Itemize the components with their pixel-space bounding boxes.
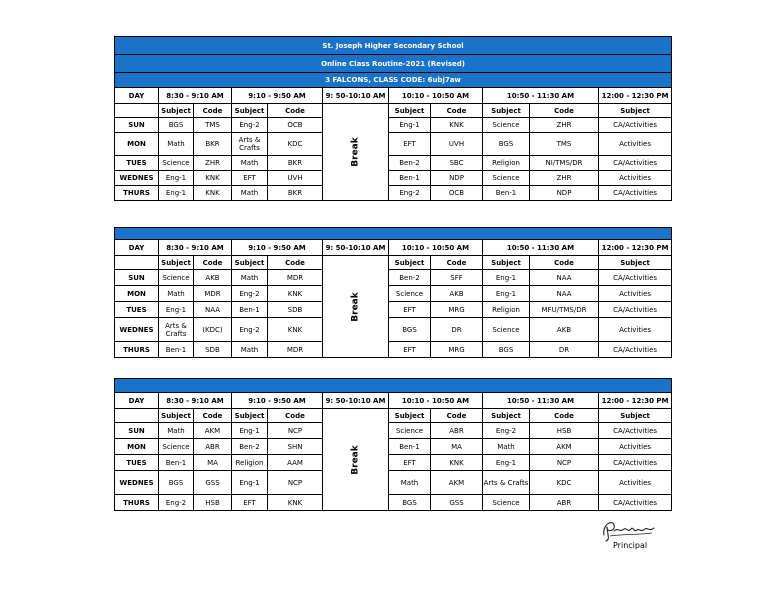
class-code-line: 3 FALCONS, CLASS CODE: 6ubj7aw	[115, 73, 672, 88]
subject-header: Subject	[389, 104, 431, 118]
section-banner	[115, 379, 672, 393]
subject-header: Subject	[483, 409, 530, 423]
blank-cell	[115, 256, 159, 270]
code-header: Code	[268, 409, 323, 423]
code-cell: MA	[194, 455, 232, 471]
code-cell: ZHR	[530, 118, 599, 133]
principal-label: Principal	[613, 541, 648, 550]
break-cell	[323, 256, 389, 358]
code-cell: SDB	[268, 302, 323, 318]
subject-cell: Math	[232, 156, 268, 171]
subject-cell: Eng-1	[232, 471, 268, 495]
subject-cell: Math	[232, 270, 268, 286]
day-cell: THURS	[115, 342, 159, 358]
blank-cell	[115, 409, 159, 423]
code-cell: NAA	[530, 286, 599, 302]
table-row	[115, 318, 672, 342]
subject-cell: Science	[159, 270, 194, 286]
subject-cell: Eng-2	[232, 318, 268, 342]
day-cell: THURS	[115, 495, 159, 511]
code-cell: NDP	[530, 186, 599, 201]
code-cell: (KDC)	[194, 318, 232, 342]
slot-header-1: 8:30 - 9:10 AM	[159, 240, 232, 256]
code-cell: MRG	[431, 342, 483, 358]
slot-header-1: 8:30 - 9:10 AM	[159, 393, 232, 409]
code-cell: UVH	[431, 133, 483, 156]
subject-header: Subject	[599, 256, 672, 270]
code-header: Code	[530, 409, 599, 423]
subject-cell: Religion	[483, 302, 530, 318]
code-cell: AKM	[530, 439, 599, 455]
day-cell: TUES	[115, 156, 159, 171]
code-cell: NCP	[268, 471, 323, 495]
slot-header-4: 10:50 - 11:30 AM	[483, 393, 599, 409]
subject-cell: Ben-2	[232, 439, 268, 455]
code-header: Code	[268, 104, 323, 118]
code-cell: KNK	[431, 118, 483, 133]
day-cell: TUES	[115, 455, 159, 471]
activity-cell: CA/Activities	[599, 342, 672, 358]
subject-cell: Science	[389, 423, 431, 439]
slot-header-4: 10:50 - 11:30 AM	[483, 240, 599, 256]
activity-cell: CA/Activities	[599, 186, 672, 201]
subject-cell: Math	[232, 342, 268, 358]
code-header: Code	[431, 409, 483, 423]
subject-cell: Science	[483, 118, 530, 133]
table-row	[115, 439, 672, 455]
day-header: DAY	[115, 393, 159, 409]
code-cell: GSS	[194, 471, 232, 495]
day-cell: WEDNES	[115, 318, 159, 342]
table-row	[115, 186, 672, 201]
subject-header: Subject	[599, 104, 672, 118]
subject-header: Subject	[232, 104, 268, 118]
code-cell: AKM	[431, 471, 483, 495]
subject-cell: Ben-1	[389, 171, 431, 186]
code-cell: MDR	[194, 286, 232, 302]
table-row	[115, 133, 672, 156]
slot-header-2: 9:10 - 9:50 AM	[232, 393, 323, 409]
subject-cell: BGS	[483, 133, 530, 156]
activity-cell: Activities	[599, 133, 672, 156]
subject-cell: Eng-1	[389, 118, 431, 133]
code-cell: NDP	[431, 171, 483, 186]
subject-header: Subject	[159, 104, 194, 118]
subject-header: Subject	[599, 409, 672, 423]
activity-cell: CA/Activities	[599, 302, 672, 318]
code-cell: KNK	[268, 286, 323, 302]
code-cell: MFU/TMS/DR	[530, 302, 599, 318]
code-cell: KNK	[194, 171, 232, 186]
subject-cell: Ben-1	[232, 302, 268, 318]
table-row	[115, 495, 672, 511]
subject-header: Subject	[232, 409, 268, 423]
code-cell: NAA	[530, 270, 599, 286]
subject-cell: Ben-1	[483, 186, 530, 201]
slot-header-5: 12:00 - 12:30 PM	[599, 240, 672, 256]
code-header: Code	[431, 256, 483, 270]
activity-cell: CA/Activities	[599, 270, 672, 286]
code-cell: KNK	[268, 495, 323, 511]
subject-cell: Ben-1	[389, 439, 431, 455]
subject-cell: Religion	[483, 156, 530, 171]
subject-cell: Science	[389, 286, 431, 302]
subject-cell: Ben-1	[159, 342, 194, 358]
subject-cell: Arts & Crafts	[159, 318, 194, 342]
subject-header: Subject	[389, 256, 431, 270]
subject-cell: Ben-2	[389, 270, 431, 286]
subject-cell: Eng-1	[483, 270, 530, 286]
code-cell: KNK	[194, 186, 232, 201]
day-header: DAY	[115, 88, 159, 104]
table-row	[115, 342, 672, 358]
activity-cell: CA/Activities	[599, 455, 672, 471]
routine-table-3	[114, 378, 672, 511]
code-header: Code	[194, 104, 232, 118]
code-cell: BKR	[194, 133, 232, 156]
day-cell: WEDNES	[115, 471, 159, 495]
subject-header: Subject	[389, 409, 431, 423]
subject-cell: Science	[483, 318, 530, 342]
subject-cell: BGS	[389, 318, 431, 342]
code-cell: DR	[431, 318, 483, 342]
subject-header: Subject	[159, 256, 194, 270]
subject-cell: Science	[159, 156, 194, 171]
code-cell: BKR	[268, 186, 323, 201]
subject-cell: Math	[159, 133, 194, 156]
code-cell: ABR	[530, 495, 599, 511]
code-cell: KNK	[431, 455, 483, 471]
subject-cell: Eng-2	[159, 495, 194, 511]
code-cell: NAA	[194, 302, 232, 318]
subject-cell: Eng-1	[232, 423, 268, 439]
subject-cell: EFT	[232, 495, 268, 511]
code-cell: AKM	[194, 423, 232, 439]
code-cell: SDB	[194, 342, 232, 358]
table-row	[115, 171, 672, 186]
slot-header-3: 10:10 - 10:50 AM	[389, 240, 483, 256]
code-cell: HSB	[194, 495, 232, 511]
code-header: Code	[268, 256, 323, 270]
code-cell: TMS	[530, 133, 599, 156]
subject-cell: Math	[483, 439, 530, 455]
code-cell: OCB	[431, 186, 483, 201]
subject-header: Subject	[483, 104, 530, 118]
subject-cell: EFT	[389, 342, 431, 358]
code-header: Code	[530, 104, 599, 118]
day-cell: MON	[115, 286, 159, 302]
code-cell: GSS	[431, 495, 483, 511]
day-header: DAY	[115, 240, 159, 256]
activity-cell: Activities	[599, 286, 672, 302]
routine-table-2	[114, 227, 672, 358]
section-banner	[115, 228, 672, 240]
code-cell: KDC	[530, 471, 599, 495]
code-cell: MDR	[268, 342, 323, 358]
break-cell	[323, 409, 389, 511]
principal-signature	[598, 517, 658, 543]
subject-cell: Arts & Crafts	[483, 471, 530, 495]
subject-cell: Eng-2	[389, 186, 431, 201]
slot-header-3: 10:10 - 10:50 AM	[389, 88, 483, 104]
subject-cell: BGS	[389, 495, 431, 511]
day-cell: MON	[115, 133, 159, 156]
subject-cell: Eng-1	[483, 286, 530, 302]
table-row	[115, 455, 672, 471]
code-cell: KDC	[268, 133, 323, 156]
code-cell: ABR	[431, 423, 483, 439]
break-label: Break	[350, 444, 361, 475]
subject-cell: Eng-1	[483, 455, 530, 471]
subject-cell: BGS	[483, 342, 530, 358]
slot-header-5: 12:00 - 12:30 PM	[599, 88, 672, 104]
code-cell: SHN	[268, 439, 323, 455]
blank-cell	[115, 104, 159, 118]
code-header: Code	[530, 256, 599, 270]
subject-cell: Religion	[232, 455, 268, 471]
code-cell: ZHR	[530, 171, 599, 186]
table-row	[115, 156, 672, 171]
code-cell: TMS	[194, 118, 232, 133]
code-cell: NCP	[530, 455, 599, 471]
slot-header-2: 9:10 - 9:50 AM	[232, 240, 323, 256]
code-cell: MRG	[431, 302, 483, 318]
code-cell: ZHR	[194, 156, 232, 171]
subject-cell: Arts & Crafts	[232, 133, 268, 156]
activity-cell: CA/Activities	[599, 118, 672, 133]
code-cell: BKR	[268, 156, 323, 171]
day-cell: TUES	[115, 302, 159, 318]
slot-header-5: 12:00 - 12:30 PM	[599, 393, 672, 409]
subject-cell: Ben-2	[389, 156, 431, 171]
slot-header-break: 9: 50-10:10 AM	[323, 393, 389, 409]
code-cell: MDR	[268, 270, 323, 286]
school-name: St. Joseph Higher Secondary School	[115, 37, 672, 55]
break-label: Break	[350, 291, 361, 322]
activity-cell: Activities	[599, 439, 672, 455]
slot-header-4: 10:50 - 11:30 AM	[483, 88, 599, 104]
subject-cell: Eng-2	[232, 118, 268, 133]
subject-cell: Eng-2	[483, 423, 530, 439]
subject-cell: Science	[483, 495, 530, 511]
subject-cell: EFT	[389, 455, 431, 471]
day-cell: SUN	[115, 270, 159, 286]
code-cell: ABR	[194, 439, 232, 455]
day-cell: WEDNES	[115, 171, 159, 186]
subject-cell: EFT	[232, 171, 268, 186]
subject-cell: Math	[389, 471, 431, 495]
break-cell	[323, 104, 389, 201]
table-row	[115, 423, 672, 439]
code-header: Code	[194, 256, 232, 270]
subject-header: Subject	[159, 409, 194, 423]
code-cell: NI/TMS/DR	[530, 156, 599, 171]
subject-cell: Ben-1	[159, 455, 194, 471]
subject-header: Subject	[483, 256, 530, 270]
code-cell: OCB	[268, 118, 323, 133]
day-cell: MON	[115, 439, 159, 455]
code-cell: AKB	[431, 286, 483, 302]
activity-cell: CA/Activities	[599, 423, 672, 439]
day-cell: SUN	[115, 423, 159, 439]
code-header: Code	[431, 104, 483, 118]
slot-header-3: 10:10 - 10:50 AM	[389, 393, 483, 409]
day-cell: SUN	[115, 118, 159, 133]
table-row	[115, 286, 672, 302]
subject-cell: Science	[159, 439, 194, 455]
slot-header-1: 8:30 - 9:10 AM	[159, 88, 232, 104]
subject-header: Subject	[232, 256, 268, 270]
activity-cell: CA/Activities	[599, 156, 672, 171]
code-cell: AKB	[530, 318, 599, 342]
code-cell: AAM	[268, 455, 323, 471]
subject-cell: Eng-2	[232, 286, 268, 302]
break-label: Break	[350, 137, 361, 167]
code-cell: AKB	[194, 270, 232, 286]
day-cell: THURS	[115, 186, 159, 201]
table-row	[115, 270, 672, 286]
subject-cell: BGS	[159, 118, 194, 133]
routine-title: Online Class Routine-2021 (Revised)	[115, 55, 672, 73]
routine-table-1	[114, 36, 672, 201]
activity-cell: Activities	[599, 318, 672, 342]
code-cell: DR	[530, 342, 599, 358]
table-row	[115, 471, 672, 495]
activity-cell: Activities	[599, 171, 672, 186]
subject-cell: BGS	[159, 471, 194, 495]
subject-cell: Math	[159, 423, 194, 439]
activity-cell: CA/Activities	[599, 495, 672, 511]
subject-cell: Math	[159, 286, 194, 302]
code-header: Code	[194, 409, 232, 423]
slot-header-break: 9: 50-10:10 AM	[323, 88, 389, 104]
activity-cell: Activities	[599, 471, 672, 495]
slot-header-break: 9: 50-10:10 AM	[323, 240, 389, 256]
code-cell: NCP	[268, 423, 323, 439]
subject-cell: EFT	[389, 302, 431, 318]
subject-cell: Math	[232, 186, 268, 201]
code-cell: SBC	[431, 156, 483, 171]
code-cell: UVH	[268, 171, 323, 186]
code-cell: SFF	[431, 270, 483, 286]
subject-cell: EFT	[389, 133, 431, 156]
subject-cell: Eng-1	[159, 302, 194, 318]
table-row	[115, 118, 672, 133]
subject-cell: Science	[483, 171, 530, 186]
table-row	[115, 302, 672, 318]
code-cell: KNK	[268, 318, 323, 342]
subject-cell: Eng-1	[159, 171, 194, 186]
slot-header-2: 9:10 - 9:50 AM	[232, 88, 323, 104]
subject-cell: Eng-1	[159, 186, 194, 201]
code-cell: MA	[431, 439, 483, 455]
code-cell: HSB	[530, 423, 599, 439]
